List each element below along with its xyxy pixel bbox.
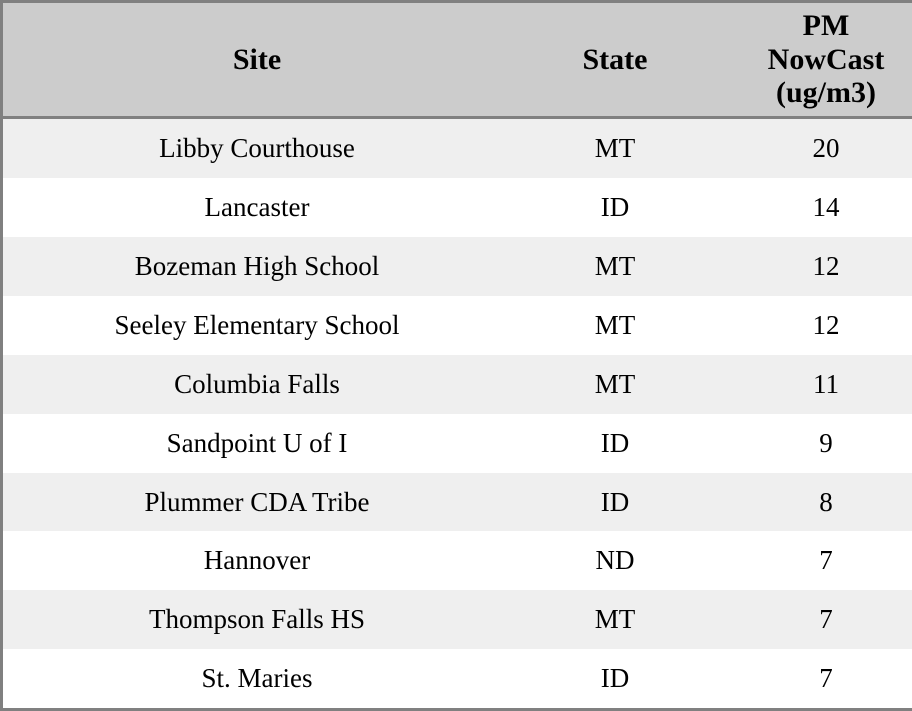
cell-site: Seeley Elementary School <box>3 296 511 355</box>
table-row <box>3 531 912 590</box>
cell-site: Sandpoint U of I <box>3 414 511 473</box>
table-row <box>3 117 912 178</box>
cell-site: Columbia Falls <box>3 355 511 414</box>
column-header-pm-line3: (ug/m3) <box>776 76 876 110</box>
table-row <box>3 355 912 414</box>
table-body <box>3 117 912 708</box>
cell-state: ID <box>511 178 719 237</box>
cell-state: MT <box>511 117 719 178</box>
cell-state: MT <box>511 296 719 355</box>
pm-nowcast-table <box>3 3 912 708</box>
table-row <box>3 237 912 296</box>
cell-state: MT <box>511 355 719 414</box>
cell-site: Lancaster <box>3 178 511 237</box>
table-row <box>3 178 912 237</box>
cell-pm: 7 <box>719 531 912 590</box>
cell-pm: 7 <box>719 649 912 708</box>
cell-state: MT <box>511 590 719 649</box>
cell-pm: 11 <box>719 355 912 414</box>
table-header <box>3 3 912 117</box>
table-row <box>3 590 912 649</box>
cell-state: ID <box>511 649 719 708</box>
cell-state: ID <box>511 473 719 532</box>
table-row <box>3 649 912 708</box>
table-row <box>3 414 912 473</box>
column-header-state <box>511 3 719 117</box>
cell-site: Libby Courthouse <box>3 117 511 178</box>
cell-site: Plummer CDA Tribe <box>3 473 511 532</box>
table-header-row <box>3 3 912 117</box>
cell-pm: 7 <box>719 590 912 649</box>
cell-site: Thompson Falls HS <box>3 590 511 649</box>
cell-pm: 9 <box>719 414 912 473</box>
cell-state: MT <box>511 237 719 296</box>
column-header-site-label: Site <box>232 42 282 76</box>
cell-state: ND <box>511 531 719 590</box>
column-header-state-label: State <box>582 42 648 76</box>
cell-pm: 8 <box>719 473 912 532</box>
column-header-pm-line1: PM <box>802 9 850 42</box>
cell-pm: 12 <box>719 296 912 355</box>
table-row <box>3 296 912 355</box>
cell-state: ID <box>511 414 719 473</box>
column-header-pm-nowcast <box>719 3 912 117</box>
cell-pm: 12 <box>719 237 912 296</box>
cell-pm: 14 <box>719 178 912 237</box>
cell-pm: 20 <box>719 117 912 178</box>
table-row <box>3 473 912 532</box>
cell-site: Bozeman High School <box>3 237 511 296</box>
column-header-pm-line2: NowCast <box>767 42 885 76</box>
cell-site: St. Maries <box>3 649 511 708</box>
cell-site: Hannover <box>3 531 511 590</box>
column-header-site <box>3 3 511 117</box>
